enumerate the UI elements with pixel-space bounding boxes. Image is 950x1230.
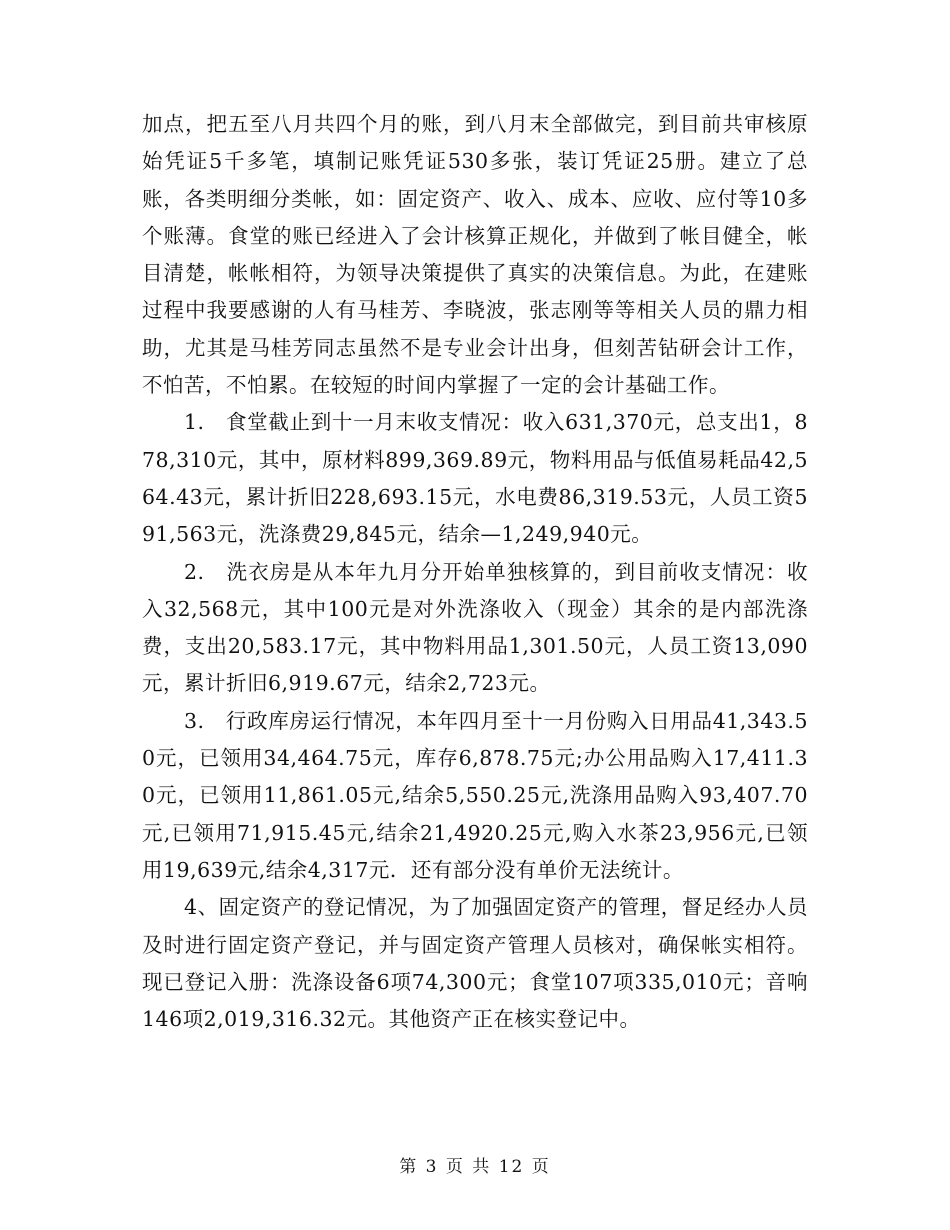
paragraph-fixed-assets: 4、固定资产的登记情况，为了加强固定资产的管理，督足经办人员及时进行固定资产登记，并与固定资产管理人员核对，确保帐实相符。现已登记入册：洗涤设备6项74,300元；食堂107项335,010元；音响146项2,019,316.32元。其他资产正在核实登记中。 xyxy=(142,895,808,1032)
page-number-footer: 第 3 页 共 12 页 xyxy=(399,1157,551,1177)
paragraph-continuation: 加点，把五至八月共四个月的账，到八月末全部做完，到目前共审核原始凭证5千多笔，填制记账凭证530多张，装订凭证25册。建立了总账，各类明细分类帐，如：固定资产、收入、成本、应收、应付等10多个账薄。食堂的账已经进入了会计核算正规化，并做到了帐目健全，帐目清楚，帐帐相符，为领导决策提供了真实的决策信息。为此，在建账过程中我要感谢的人有马桂芳、李晓波，张志刚等等相关人员的鼎力相助，尤其是马桂芳同志虽然不是专业会计出身，但刻苦钻研会计工作，不怕苦，不怕累。在较短的时间内掌握了一定的会计基础工作。 xyxy=(142,112,808,398)
paragraph-laundry-income-expense: 2. 洗衣房是从本年九月分开始单独核算的，到目前收支情况：收入32,568元，其中100元是对外洗涤收入（现金）其余的是内部洗涤费，支出20,583.17元，其中物料用品1,301.50元，人员工资13,090元，累计折旧6,919.67元，结余2,723元。 xyxy=(142,559,808,696)
paragraph-canteen-income-expense: 1. 食堂截止到十一月末收支情况：收入631,370元，总支出1，878,310元，其中，原材料899,369.89元，物料用品与低值易耗品42,564.43元，累计折旧228,693.15元，水电费86,319.53元，人员工资591,563元，洗涤费29,845元，结余—1,249,940元。 xyxy=(142,410,808,547)
document-body xyxy=(142,106,808,1038)
paragraph-warehouse-operation: 3. 行政库房运行情况，本年四月至十一月份购入日用品41,343.50元，已领用34,464.75元，库存6,878.75元;办公用品购入17,411.30元，已领用11,861.05元,结余5,550.25元,洗涤用品购入93,407.70元,已领用71,915.45元,结余21,4920.25元,购入水茶23,956元,已领用19,639元,结余4,317元．还有部分没有单价无法统计。 xyxy=(142,708,808,882)
